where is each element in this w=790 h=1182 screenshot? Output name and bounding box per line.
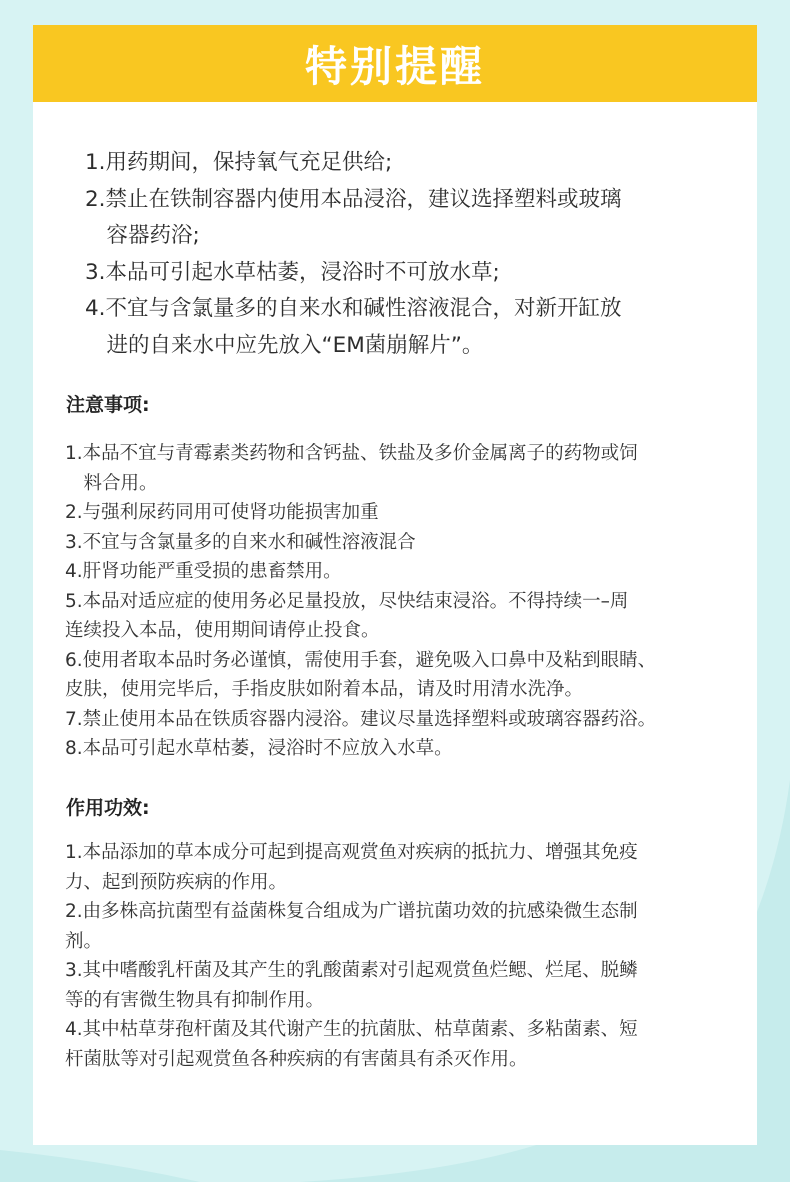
effects-list <box>65 838 755 1074</box>
effects-heading: 作用功效: <box>66 797 150 819</box>
list-item: 杆菌肽等对引起观赏鱼各种疾病的有害菌具有杀灭作用。 <box>65 1048 528 1070</box>
list-item: 皮肤，使用完毕后，手指皮肤如附着本品，请及时用清水洗净。 <box>65 679 584 700</box>
list-item: 连续投入本品，使用期间请停止投食。 <box>65 620 380 641</box>
list-item: 2.由多株高抗菌型有益菌株复合组成为广谱抗菌功效的抗感染微生态制 <box>65 901 638 922</box>
precautions-heading: 注意事项: <box>66 394 150 416</box>
list-item: 8.本品可引起水草枯萎，浸浴时不应放入水草。 <box>65 738 453 759</box>
list-item: 5.本品对适应症的使用务必足量投放，尽快结束浸浴。不得持续一–周 <box>65 590 629 612</box>
list-item: 料合用。 <box>65 472 158 494</box>
list-item: 6.使用者取本品时务必谨慎，需使用手套，避免吸入口鼻中及粘到眼睛、 <box>65 649 657 671</box>
precautions-list <box>65 439 755 764</box>
list-item: 2.禁止在铁制容器内使用本品浸浴，建议选择塑料或玻璃 <box>85 186 622 212</box>
reminder-list <box>85 145 745 364</box>
list-item: 3.不宜与含氯量多的自来水和碱性溶液混合 <box>65 531 416 553</box>
list-item: 2.与强利尿药同用可使肾功能损害加重 <box>65 502 379 523</box>
header-banner <box>33 25 757 102</box>
list-item: 3.本品可引起水草枯萎，浸浴时不可放水草; <box>85 259 500 285</box>
list-item: 等的有害微生物具有抑制作用。 <box>65 989 325 1011</box>
list-item: 1.用药期间，保持氧气充足供给; <box>85 150 393 175</box>
list-item: 1.本品不宜与青霉素类药物和含钙盐、铁盐及多价金属离子的药物或饲 <box>65 443 638 464</box>
list-item: 3.其中嗜酸乳杆菌及其产生的乳酸菌素对引起观赏鱼烂鳃、烂尾、脱鳞 <box>65 960 638 981</box>
list-item: 容器药浴; <box>85 223 200 248</box>
list-item: 1.本品添加的草本成分可起到提高观赏鱼对疾病的抵抗力、增强其免疫 <box>65 842 638 863</box>
list-item: 7.禁止使用本品在铁质容器内浸浴。建议尽量选择塑料或玻璃容器药浴。 <box>65 708 657 730</box>
list-item: 剂。 <box>65 930 103 952</box>
list-item: 4.肝肾功能严重受损的患畜禁用。 <box>65 561 342 582</box>
notice-card <box>33 25 757 1145</box>
list-item: 力、起到预防疾病的作用。 <box>65 871 288 893</box>
list-item: 4.不宜与含氯量多的自来水和碱性溶液混合，对新开缸放 <box>85 296 622 321</box>
list-item: 4.其中枯草芽孢杆菌及其代谢产生的抗菌肽、枯草菌素、多粘菌素、短 <box>65 1019 638 1040</box>
list-item: 进的自来水中应先放入“EM菌崩解片”。 <box>85 332 484 358</box>
page-title: 特别提醒 <box>304 41 485 91</box>
